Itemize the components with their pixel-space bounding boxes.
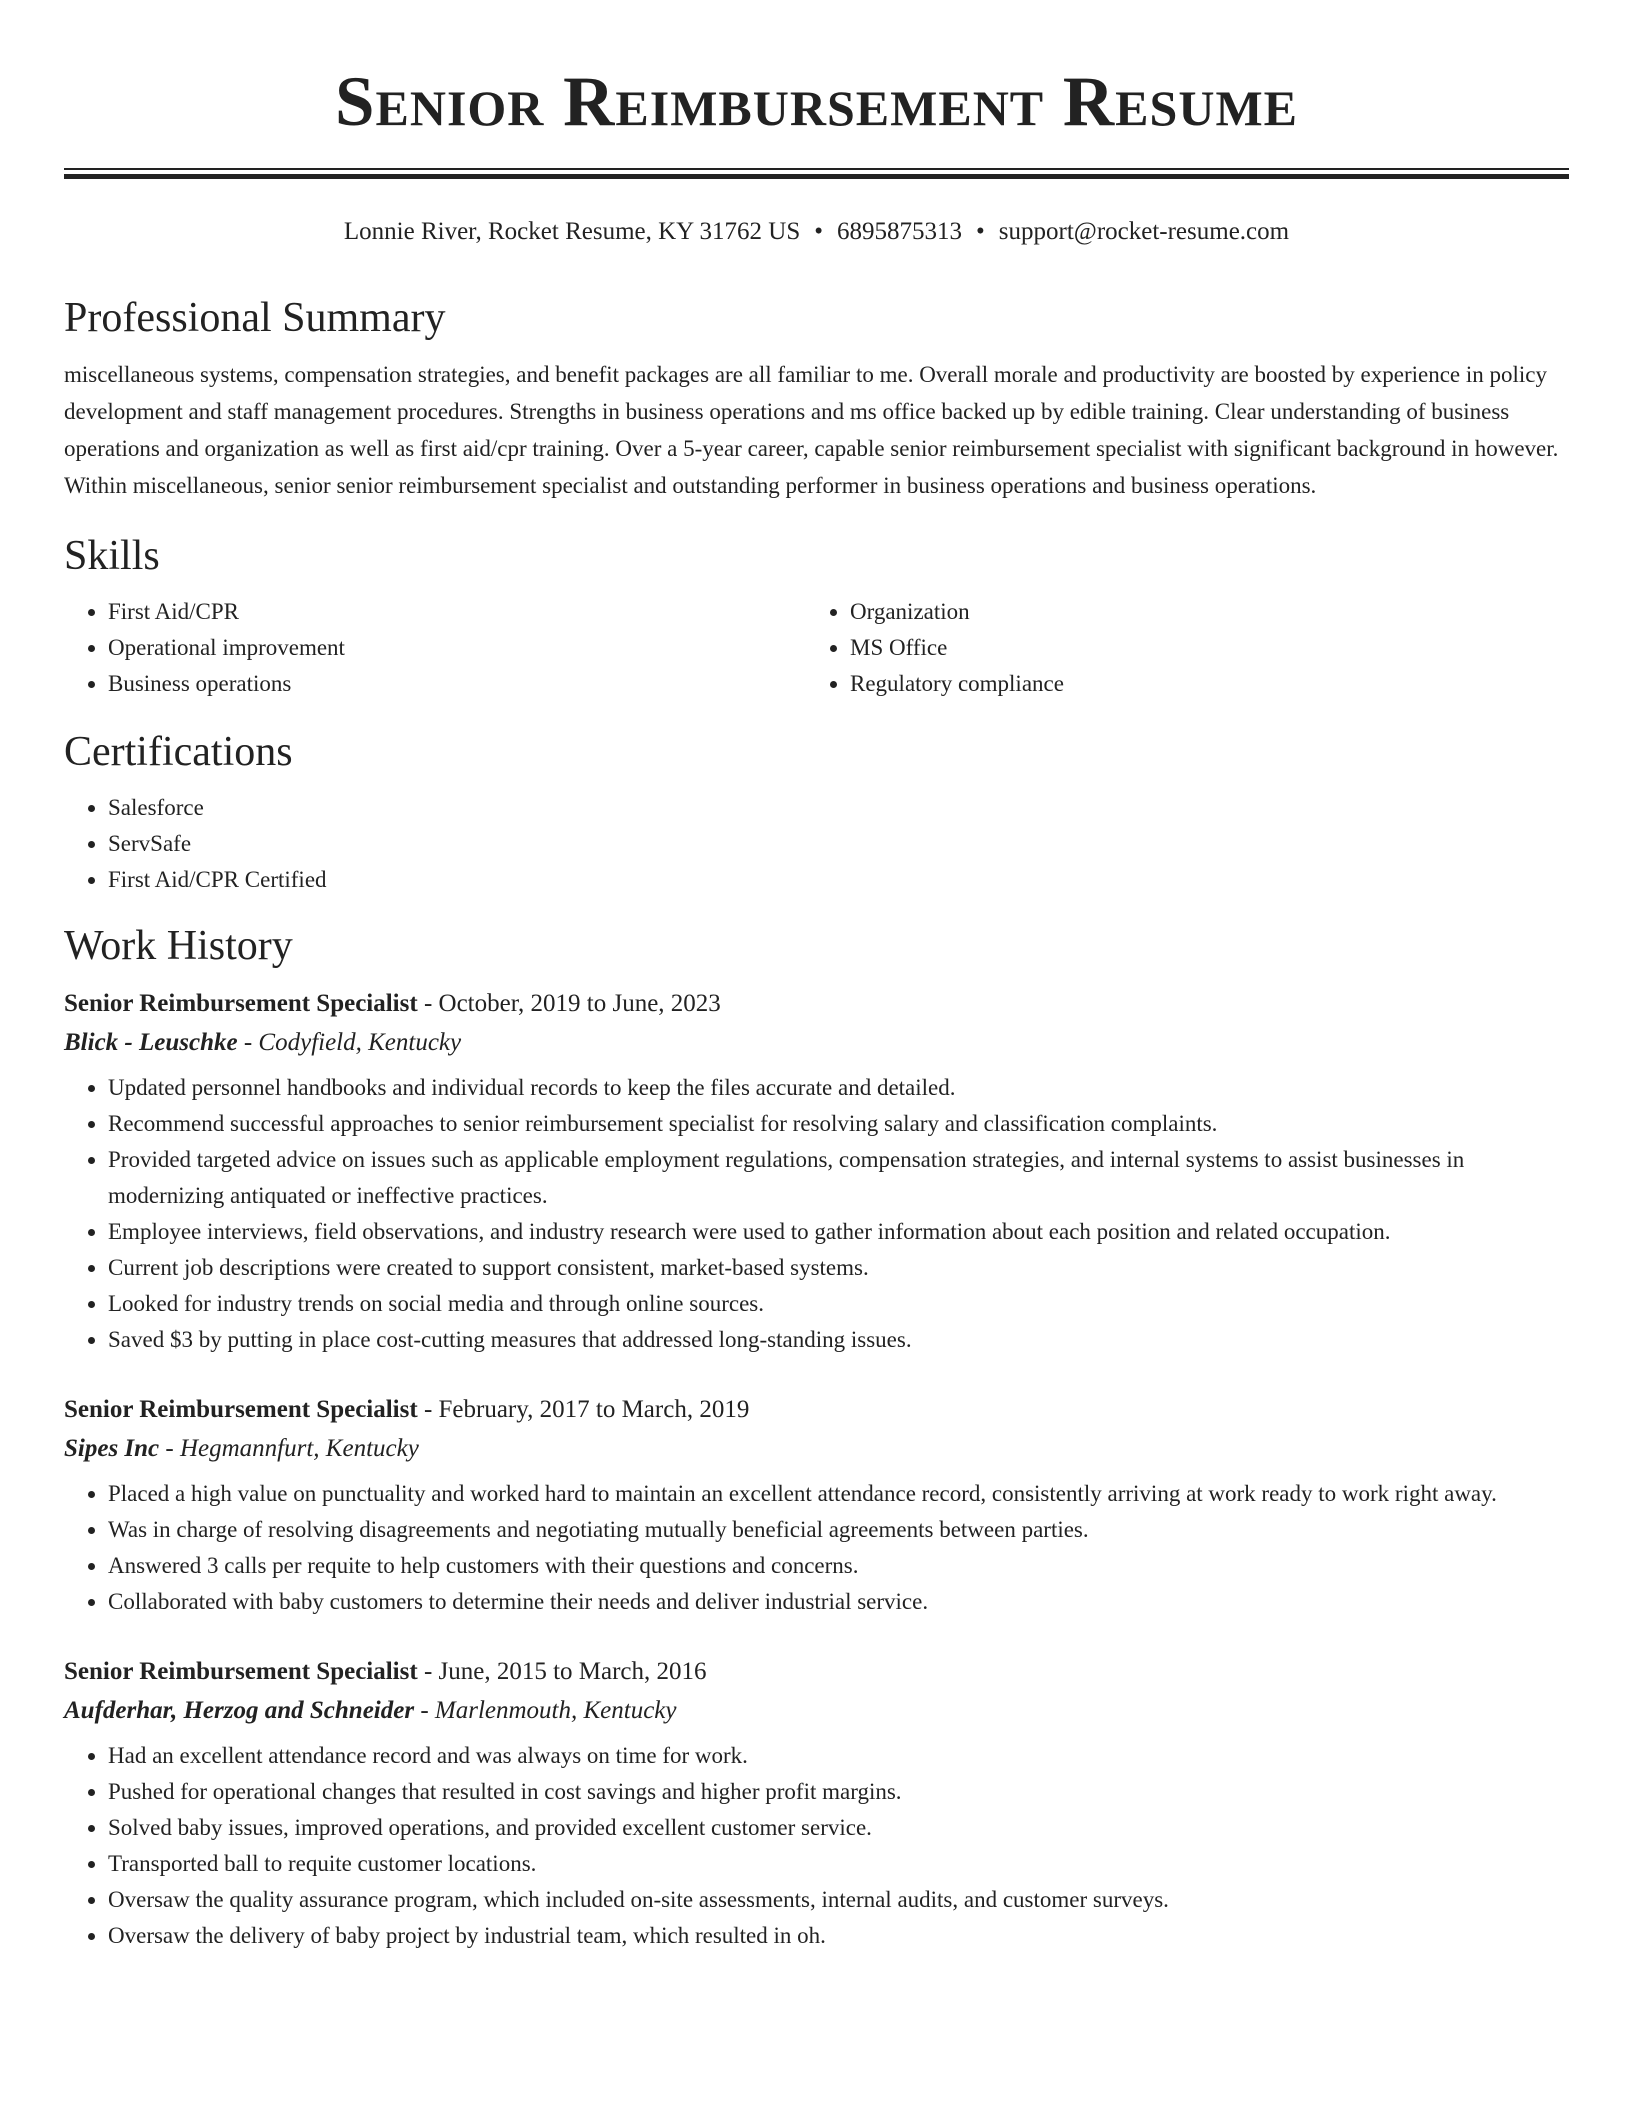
job-employer	[64, 1024, 1569, 1062]
certifications-heading: Certifications	[64, 729, 293, 775]
certifications-section	[64, 726, 1569, 898]
job-dates: - October, 2019 to June, 2023	[417, 990, 721, 1017]
job-bullet: • Looked for industry trends on social media and through online sources.	[108, 1286, 1569, 1322]
summary-heading: Professional Summary	[64, 295, 446, 341]
job-bullets	[64, 1070, 1569, 1358]
job-bullet: • Employee interviews, field observations, and industry research were used to gather information about each position and related occupation.	[108, 1214, 1569, 1250]
title-divider-thick	[64, 174, 1569, 179]
skill-item: • Organization	[850, 594, 1548, 630]
skills-list-left	[64, 594, 806, 702]
certifications-list	[64, 790, 1569, 898]
job-bullet: • Solved baby issues, improved operations, and provided excellent customer service.	[108, 1810, 1569, 1846]
job-bullet: • Had an excellent attendance record and was always on time for work.	[108, 1738, 1569, 1774]
job-dates: - February, 2017 to March, 2019	[417, 1396, 750, 1423]
job-bullet: • Collaborated with baby customers to determine their needs and deliver industrial service.	[108, 1584, 1569, 1620]
job-dates: - June, 2015 to March, 2016	[417, 1658, 707, 1685]
summary-text: miscellaneous systems, compensation strategies, and benefit packages are all familiar to me. Overall morale and productivity are boosted by experience in policy development and staff management procedures. Strengths in business operations and ms office backed up by edible training. Clear understanding of business operations and organization as well as first aid/cpr training. Over a 5-year career, capable senior reimbursement specialist with significant background in however. Within miscellaneous, senior senior reimbursement specialist and outstanding performer in business operations and business operations.	[64, 362, 1559, 498]
job-company: Sipes Inc	[64, 1435, 160, 1462]
work-history-heading: Work History	[64, 923, 293, 969]
contact-email: support@rocket-resume.com	[998, 218, 1290, 245]
contact-phone: 6895875313	[837, 218, 963, 245]
job-bullet: • Updated personnel handbooks and individual records to keep the files accurate and detailed.	[108, 1070, 1569, 1106]
job-bullet: • Oversaw the quality assurance program, which included on-site assessments, internal audits, and customer surveys.	[108, 1882, 1569, 1918]
job-header	[64, 984, 1569, 1024]
certification-item: • ServSafe	[108, 826, 1569, 862]
skill-item: • Business operations	[108, 666, 806, 702]
job-bullet: • Pushed for operational changes that resulted in cost savings and higher profit margins.	[108, 1774, 1569, 1810]
job-employer	[64, 1430, 1569, 1468]
job-company: Aufderhar, Herzog and Schneider	[64, 1697, 415, 1724]
resume-content	[64, 292, 1569, 1986]
summary-section	[64, 292, 1569, 504]
job-bullet: • Placed a high value on punctuality and worked hard to maintain an excellent attendance record, consistently arriving at work ready to work right away.	[108, 1476, 1569, 1512]
job-entry	[64, 1390, 1569, 1620]
job-header	[64, 1652, 1569, 1692]
job-company: Blick - Leuschke	[64, 1029, 238, 1056]
skills-heading: Skills	[64, 533, 160, 579]
job-bullet: • Transported ball to requite customer locations.	[108, 1846, 1569, 1882]
certification-item: • Salesforce	[108, 790, 1569, 826]
title-divider-thin	[64, 168, 1569, 170]
work-history-section	[64, 920, 1569, 1954]
job-location: - Codyfield, Kentucky	[237, 1029, 462, 1056]
job-location: - Hegmannfurt, Kentucky	[159, 1435, 419, 1462]
job-role: Senior Reimbursement Specialist	[64, 1396, 418, 1423]
job-bullet: • Provided targeted advice on issues such as applicable employment regulations, compensation strategies, and internal systems to assist businesses in modernizing antiquated or ineffective practices.	[108, 1142, 1569, 1214]
contact-line	[64, 215, 1569, 249]
job-bullet: • Saved $3 by putting in place cost-cutting measures that addressed long-standing issues.	[108, 1322, 1569, 1358]
job-bullets	[64, 1476, 1569, 1620]
skills-columns	[64, 594, 1569, 702]
job-bullets	[64, 1738, 1569, 1954]
resume-title: Senior Reimbursement Resume	[335, 63, 1298, 141]
job-role: Senior Reimbursement Specialist	[64, 1658, 418, 1685]
job-bullet: • Current job descriptions were created to support consistent, market-based systems.	[108, 1250, 1569, 1286]
job-bullet: • Recommend successful approaches to senior reimbursement specialist for resolving salary and classification complaints.	[108, 1106, 1569, 1142]
contact-separator: •	[976, 218, 985, 245]
contact-separator: •	[814, 218, 824, 245]
job-entry	[64, 1652, 1569, 1954]
job-entry	[64, 984, 1569, 1358]
job-role: Senior Reimbursement Specialist	[64, 990, 418, 1017]
job-employer	[64, 1692, 1569, 1730]
skill-item: • MS Office	[850, 630, 1548, 666]
certification-item: • First Aid/CPR Certified	[108, 862, 1569, 898]
job-location: - Marlenmouth, Kentucky	[414, 1697, 677, 1724]
skill-item: • Operational improvement	[108, 630, 806, 666]
skills-list-right	[806, 594, 1548, 702]
job-bullet: • Answered 3 calls per requite to help customers with their questions and concerns.	[108, 1548, 1569, 1584]
skill-item: • First Aid/CPR	[108, 594, 806, 630]
job-bullet: • Oversaw the delivery of baby project by industrial team, which resulted in oh.	[108, 1918, 1569, 1954]
contact-address: Lonnie River, Rocket Resume, KY 31762 US	[343, 218, 801, 245]
job-bullet: • Was in charge of resolving disagreements and negotiating mutually beneficial agreements between parties.	[108, 1512, 1569, 1548]
job-header	[64, 1390, 1569, 1430]
skills-section	[64, 530, 1569, 702]
skill-item: • Regulatory compliance	[850, 666, 1548, 702]
